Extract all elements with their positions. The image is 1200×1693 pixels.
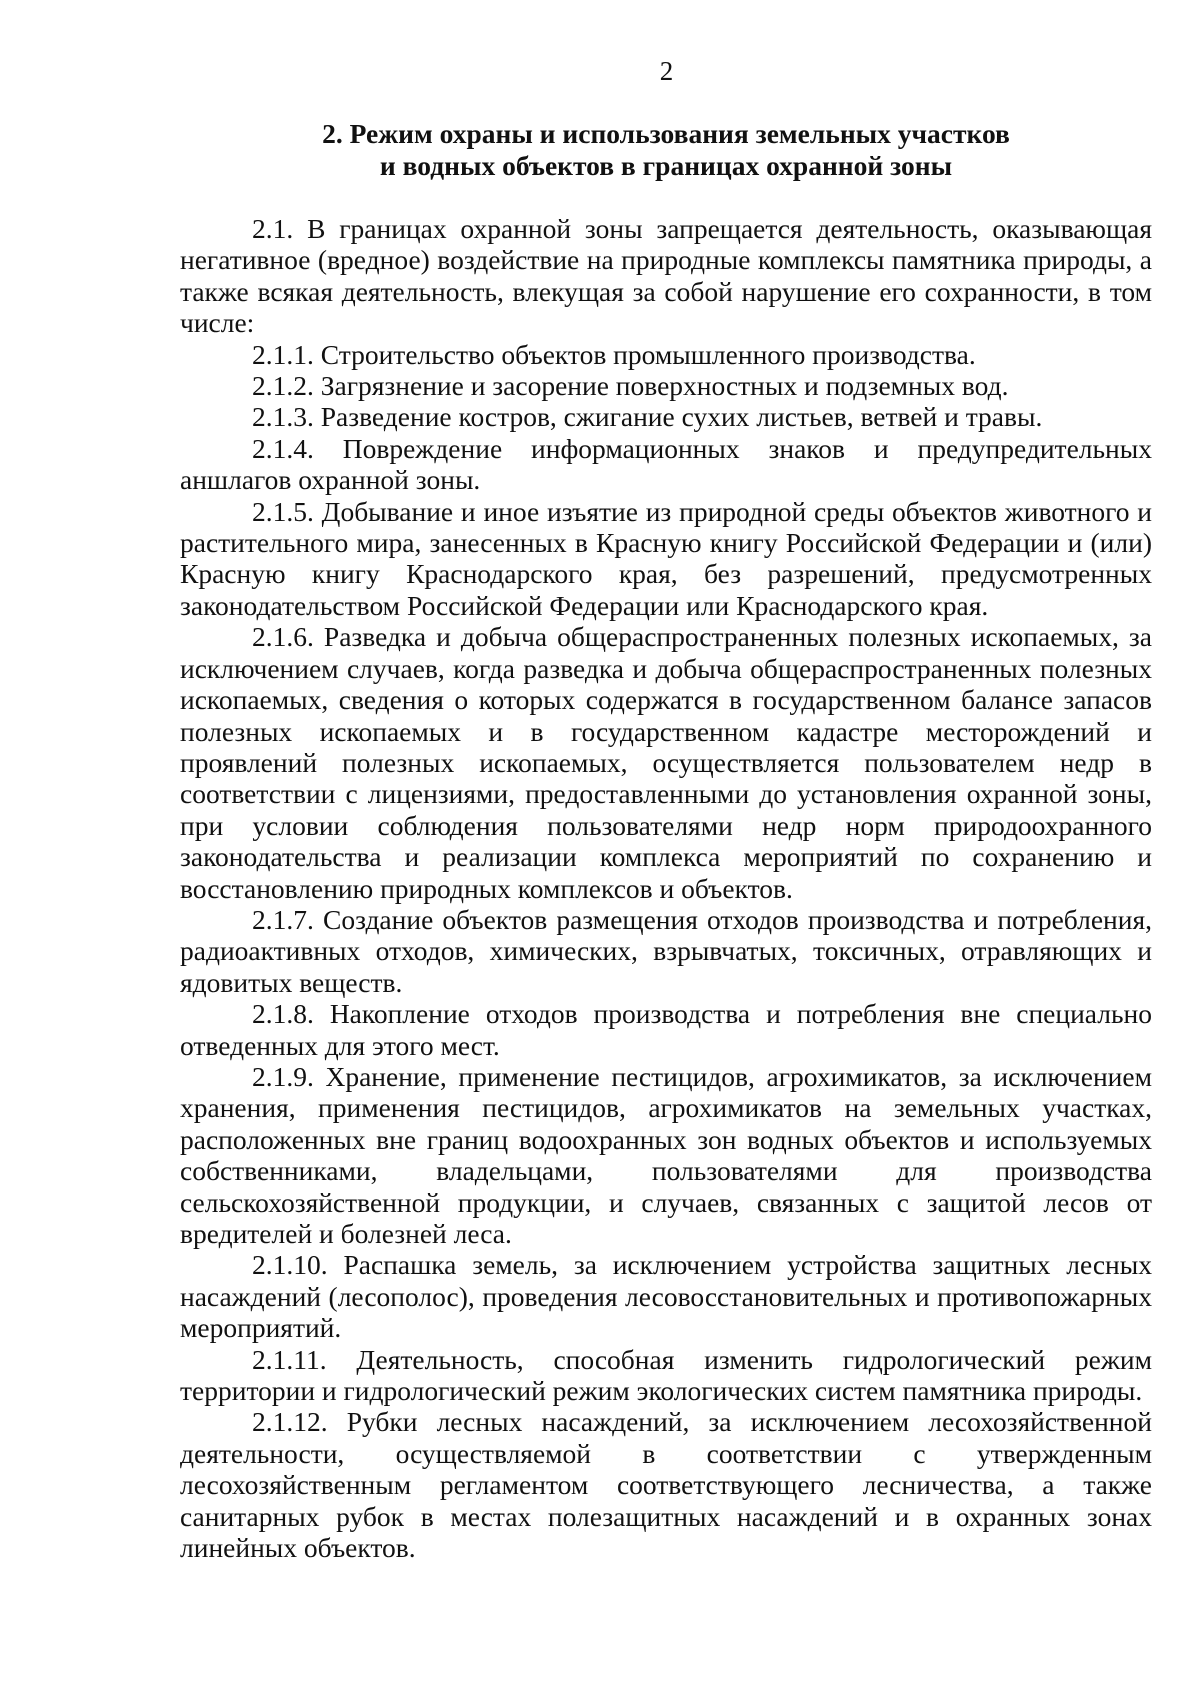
page-number: 2 (659, 56, 674, 86)
paragraph-2-1-12: 2.1.12. Рубки лесных насаждений, за исключением лесохозяйственной деятельности, осуществляемой в соответствии с утвержденным лесохозяйственным регламентом соответствующего лесничества, а также санитарных рубок в местах полезащитных насаждений и в охранных зонах линейных объектов. (180, 1406, 1152, 1564)
paragraph-2-1-4: 2.1.4. Повреждение информационных знаков и предупредительных аншлагов охранной зоны. (180, 432, 1152, 496)
paragraph-2-1-3: 2.1.3. Разведение костров, сжигание сухих листьев, ветвей и травы. (252, 401, 1043, 433)
section-heading (180, 118, 1152, 182)
paragraph-2-1-1: 2.1.1. Строительство объектов промышленного производства. (252, 338, 976, 370)
paragraph-2-1-11: 2.1.11. Деятельность, способная изменить гидрологический режим территории и гидрологический режим экологических систем памятника природы. (180, 1343, 1152, 1407)
heading-line-2: и водных объектов в границах охранной зоны (379, 150, 953, 181)
paragraph-2-1-6: 2.1.6. Разведка и добыча общераспространенных полезных ископаемых, за исключением случаев, когда разведка и добыча общераспространенных полезных ископаемых, сведения о которых содержатся в государственном балансе запасов полезных ископаемых и в государственном кадастре месторождений и проявлений полезных ископаемых, осуществляется пользователем недр в соответствии с лицензиями, предоставленными до установления охранной зоны, при условии соблюдения пользователями недр норм природоохранного законодательства и реализации комплекса мероприятий по сохранению и восстановлению природных комплексов и объектов. (180, 621, 1152, 904)
paragraph-2-1: 2.1. В границах охранной зоны запрещается деятельность, оказывающая негативное (вредное) воздействие на природные комплексы памятника природы, а также всякая деятельность, влекущая за собой нарушение его сохранности, в том числе: (180, 213, 1152, 339)
paragraph-2-1-8: 2.1.8. Накопление отходов производства и потребления вне специально отведенных для этого мест. (180, 998, 1152, 1061)
paragraph-2-1-10: 2.1.10. Распашка земель, за исключением устройства защитных лесных насаждений (лесополос), проведения лесовосстановительных и противопожарных мероприятий. (180, 1249, 1152, 1344)
paragraph-2-1-2: 2.1.2. Загрязнение и засорение поверхностных и подземных вод. (252, 370, 1009, 402)
document-body (180, 213, 1152, 1563)
paragraph-2-1-9: 2.1.9. Хранение, применение пестицидов, агрохимикатов, за исключением хранения, применения пестицидов, агрохимикатов на земельных участках, расположенных вне границ водоохранных зон водных объектов и используемых собственниками, владельцами, пользователями для производства сельскохозяйственной продукции, и случаев, связанных с защитой лесов от вредителей и болезней леса. (180, 1060, 1152, 1249)
heading-line-1: 2. Режим охраны и использования земельных участков (322, 118, 1010, 149)
paragraph-2-1-7: 2.1.7. Создание объектов размещения отходов производства и потребления, радиоактивных отходов, химических, взрывчатых, токсичных, отравляющих и ядовитых веществ. (180, 903, 1152, 998)
paragraph-2-1-5: 2.1.5. Добывание и иное изъятие из природной среды объектов животного и растительного мира, занесенных в Красную книгу Российской Федерации и (или) Красную книгу Краснодарского края, без разрешений, предусмотренных законодательством Российской Федерации или Краснодарского края. (180, 495, 1152, 621)
